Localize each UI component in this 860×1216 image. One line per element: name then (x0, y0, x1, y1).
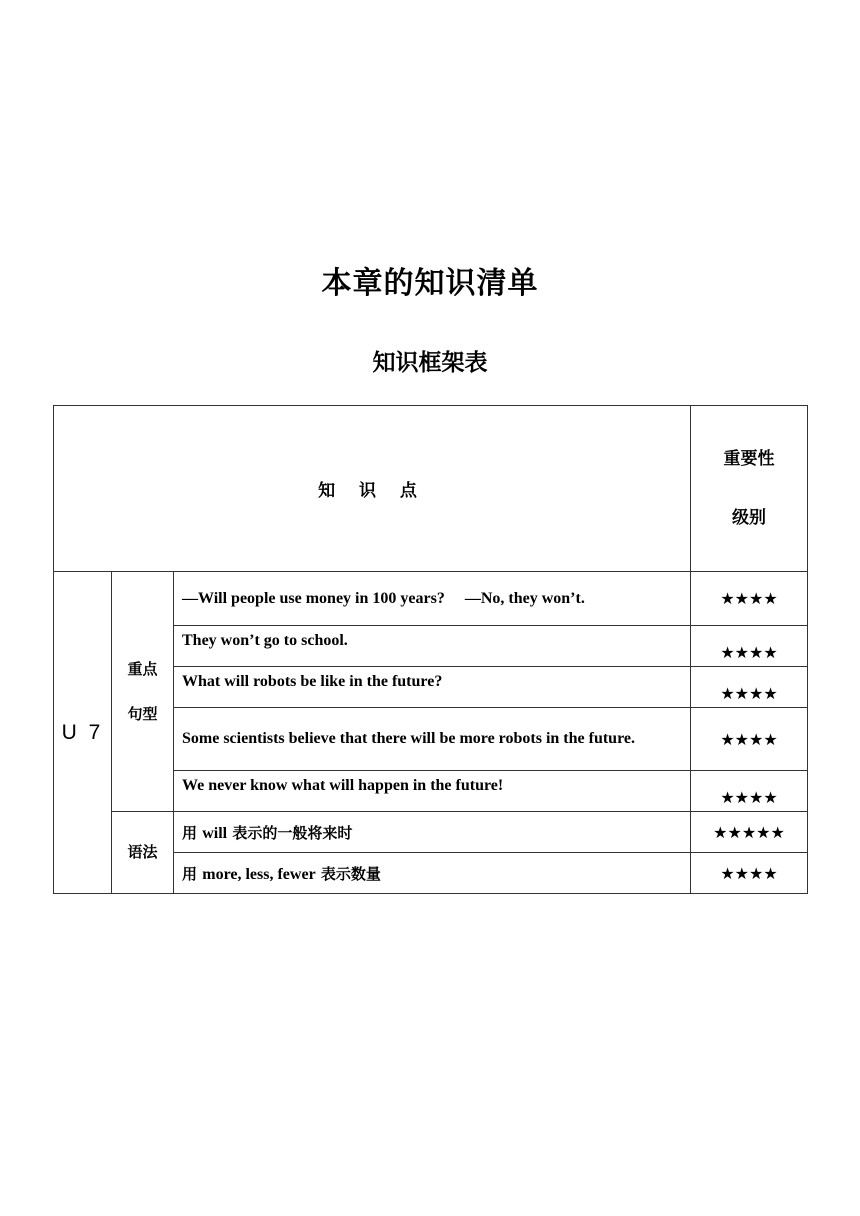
sentence-text: —Will people use money in 100 years? —No, they won’t. (174, 572, 691, 626)
importance-stars: ★★★★ (691, 708, 808, 771)
grammar-prefix: 用 (182, 864, 203, 883)
importance-stars: ★★★★ (691, 572, 808, 626)
section-title: 知识框架表 (372, 350, 488, 376)
category-key-sentences (112, 572, 174, 812)
importance-stars: ★★★★ (691, 667, 808, 708)
grammar-prefix: 用 (182, 823, 203, 842)
table-row (54, 812, 808, 853)
knowledge-framework-table (53, 405, 808, 894)
grammar-suffix: 表示的一般将来时 (227, 823, 353, 842)
header-importance-level (691, 406, 808, 572)
category-key-sentences-line2: 句型 (127, 704, 158, 723)
header-knowledge-point: 知 识 点 (54, 406, 691, 572)
table-header-row (54, 406, 808, 572)
header-importance-line1: 重要性 (723, 448, 775, 469)
grammar-english: will (202, 824, 228, 842)
importance-stars: ★★★★ (691, 853, 808, 894)
sentence-text: They won’t go to school. (174, 626, 691, 667)
grammar-english: more, less, fewer (202, 865, 316, 883)
importance-stars: ★★★★ (691, 626, 808, 667)
grammar-suffix: 表示数量 (315, 864, 381, 883)
sentence-text: We never know what will happen in the future! (174, 771, 691, 812)
importance-stars: ★★★★ (691, 771, 808, 812)
sentence-text: Some scientists believe that there will be more robots in the future. (174, 708, 691, 771)
category-grammar: 语法 (112, 812, 174, 894)
sentence-text: What will robots be like in the future? (174, 667, 691, 708)
grammar-point (174, 853, 691, 894)
unit-label: U 7 (54, 572, 112, 894)
grammar-point (174, 812, 691, 853)
category-key-sentences-line1: 重点 (127, 659, 158, 678)
header-importance-line2: 级别 (732, 507, 766, 528)
importance-stars: ★★★★★ (691, 812, 808, 853)
table-row (54, 572, 808, 626)
page-title: 本章的知识清单 (321, 266, 539, 301)
